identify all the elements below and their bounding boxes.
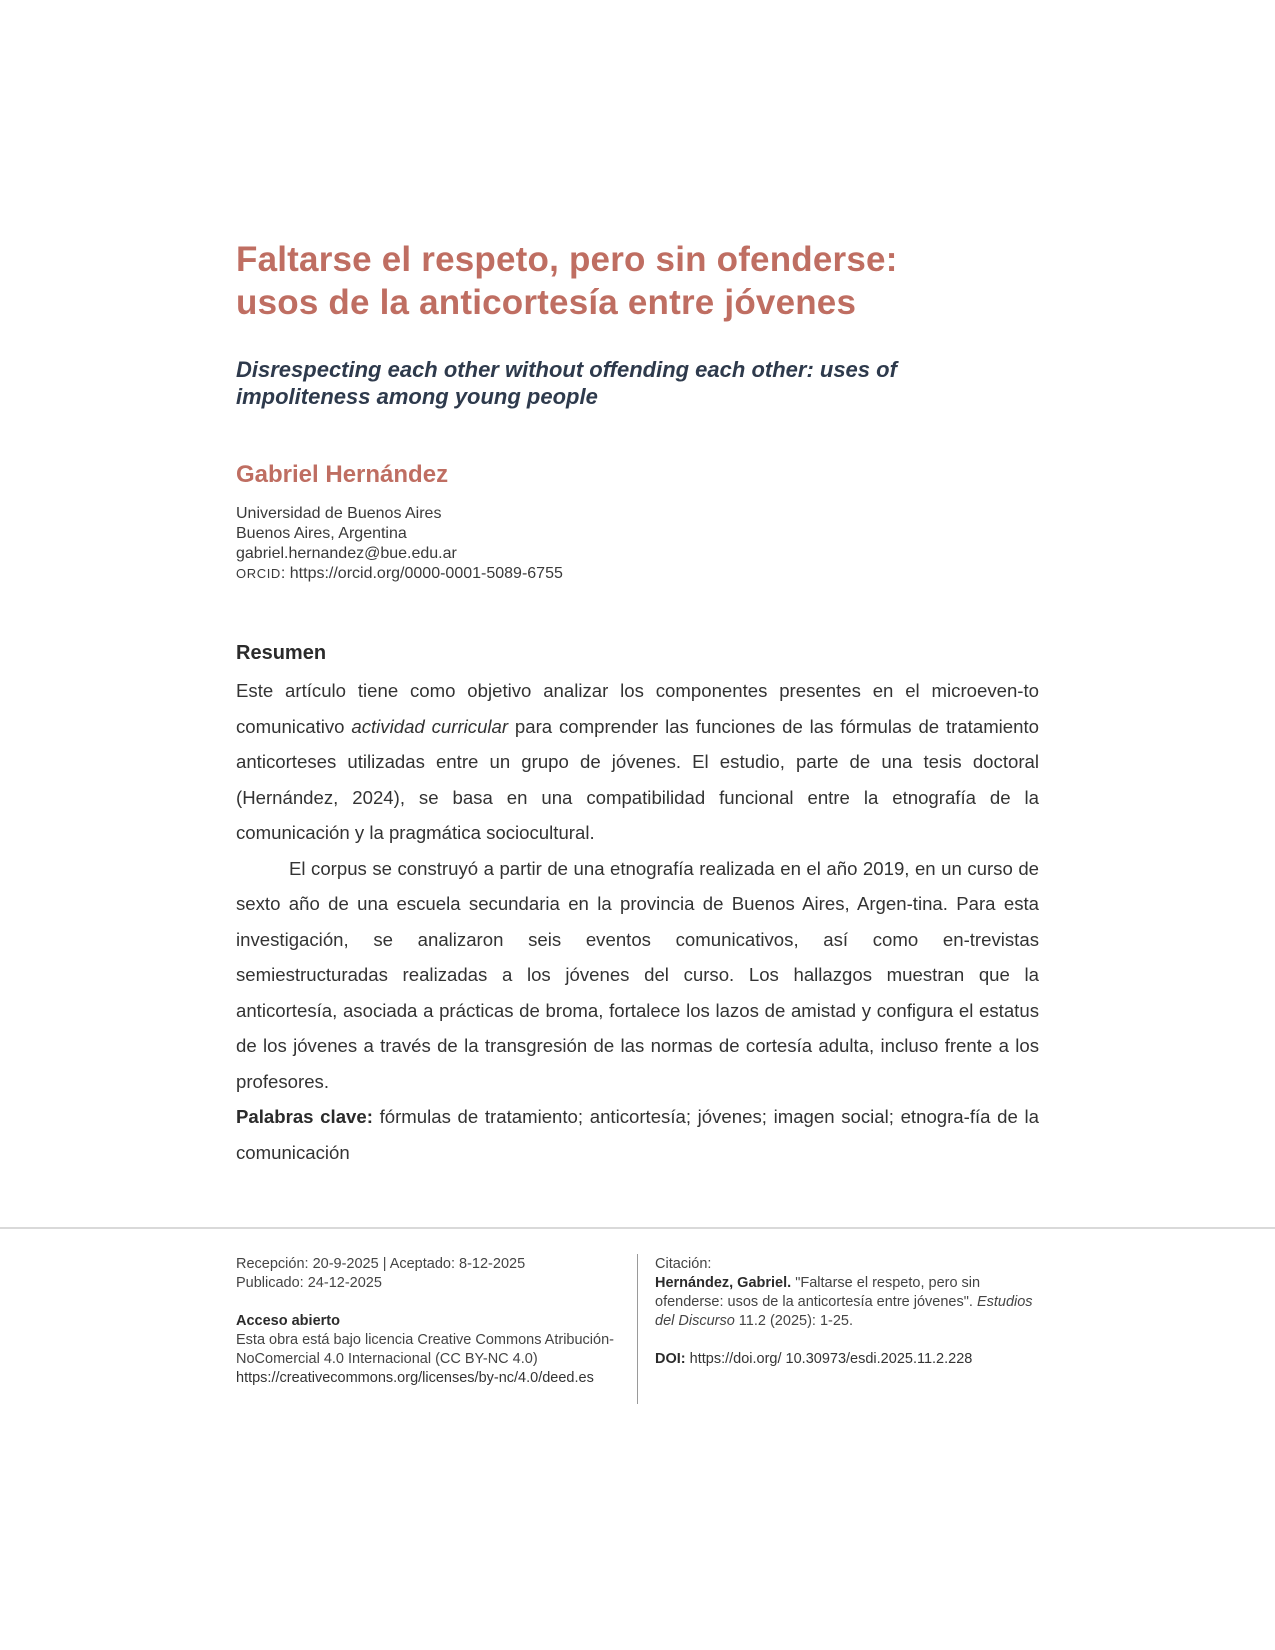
subtitle-line-2: impoliteness among young people (236, 384, 598, 409)
license-text: Esta obra está bajo licencia Creative Commons Atribución-NoComercial 4.0 Internacional (CC BY-NC 4.0) https://creativecommons.org/licenses/by-nc/4.0/deed.es (236, 1332, 614, 1386)
email-link[interactable]: gabriel.hernandez@bue.edu.ar (236, 545, 457, 562)
publication-info (236, 1255, 626, 1388)
doi-label: DOI: (655, 1351, 686, 1367)
citation-info (655, 1255, 1040, 1369)
citation-author: Hernández, Gabriel. (655, 1275, 792, 1291)
location: Buenos Aires, Argentina (236, 525, 407, 542)
doi-link[interactable]: https://doi.org/ 10.30973/esdi.2025.11.2.228 (685, 1351, 973, 1367)
citation-text: Hernández, Gabriel. "Faltarse el respeto, pero sin ofenderse: usos de la anticortesía entre jóvenes". Estudios del Discurso 11.2 (2025): 1-25. (655, 1275, 1033, 1329)
abstract-paragraph-2: El corpus se construyó a partir de una etnografía realizada en el año 2019, en un curso de sexto año de una escuela secundaria en la provincia de Buenos Aires, Argen-tina. Para esta investigación, se analizaron seis eventos comunicativos, así como en-trevistas semiestructuradas realizadas a los jóvenes del curso. Los hallazgos muestran que la anticortesía, asociada a prácticas de broma, fortalece los lazos de amistad y configura el estatus de los jóvenes a través de la transgresión de las normas de cortesía adulta, incluso frente a los profesores. (236, 857, 1039, 1092)
citation-label: Citación: (655, 1256, 712, 1272)
author-name: Gabriel Hernández (236, 461, 449, 488)
footer-column-divider (637, 1254, 638, 1404)
keywords-list: fórmulas de tratamiento; anticortesía; jóvenes; imagen social; etnogra-fía de la comunicación (236, 1106, 1039, 1163)
dates-line-1: Recepción: 20-9-2025 | Aceptado: 8-12-2025 (236, 1256, 526, 1272)
orcid-label: ORCID (236, 566, 281, 581)
keywords (236, 1099, 1039, 1170)
doi-line (655, 1350, 1040, 1369)
footer-divider (0, 1227, 1275, 1229)
journal-name: Estudios del Discurso (655, 1294, 1033, 1329)
open-access-heading: Acceso abierto (236, 1313, 340, 1329)
keywords-label: Palabras clave: (236, 1106, 373, 1127)
abstract-paragraph-1: Este artículo tiene como objetivo analizar los componentes presentes en el microeven-to comunicativo actividad curricular para comprender las funciones de las fórmulas de tratamiento anticorteses utilizadas entre un grupo de jóvenes. El estudio, parte de una tesis doctoral (Hernández, 2024), se basa en una compatibilidad funcional entre la etnografía de la comunicación y la pragmática sociocultural. (236, 680, 1039, 843)
abstract-heading: Resumen (236, 642, 327, 664)
article-title (236, 238, 1039, 324)
orcid-link[interactable]: https://orcid.org/0000-0001-5089-6755 (289, 565, 563, 582)
italic-term: actividad curricular (351, 715, 509, 737)
license-link[interactable]: https://creativecommons.org/licenses/by-nc/4.0/deed.es (236, 1370, 594, 1386)
institution: Universidad de Buenos Aires (236, 505, 442, 522)
orcid-line: ORCID: https://orcid.org/0000-0001-5089-6755 (236, 565, 563, 582)
abstract-body (236, 673, 1039, 1170)
title-line-2: usos de la anticortesía entre jóvenes (236, 283, 857, 322)
article-subtitle-english (236, 356, 1039, 410)
author-affiliation (236, 504, 1039, 584)
title-line-1: Faltarse el respeto, pero sin ofenderse: (236, 240, 898, 279)
subtitle-line-1: Disrespecting each other without offending each other: uses of (236, 357, 897, 382)
dates-line-2: Publicado: 24-12-2025 (236, 1275, 382, 1291)
